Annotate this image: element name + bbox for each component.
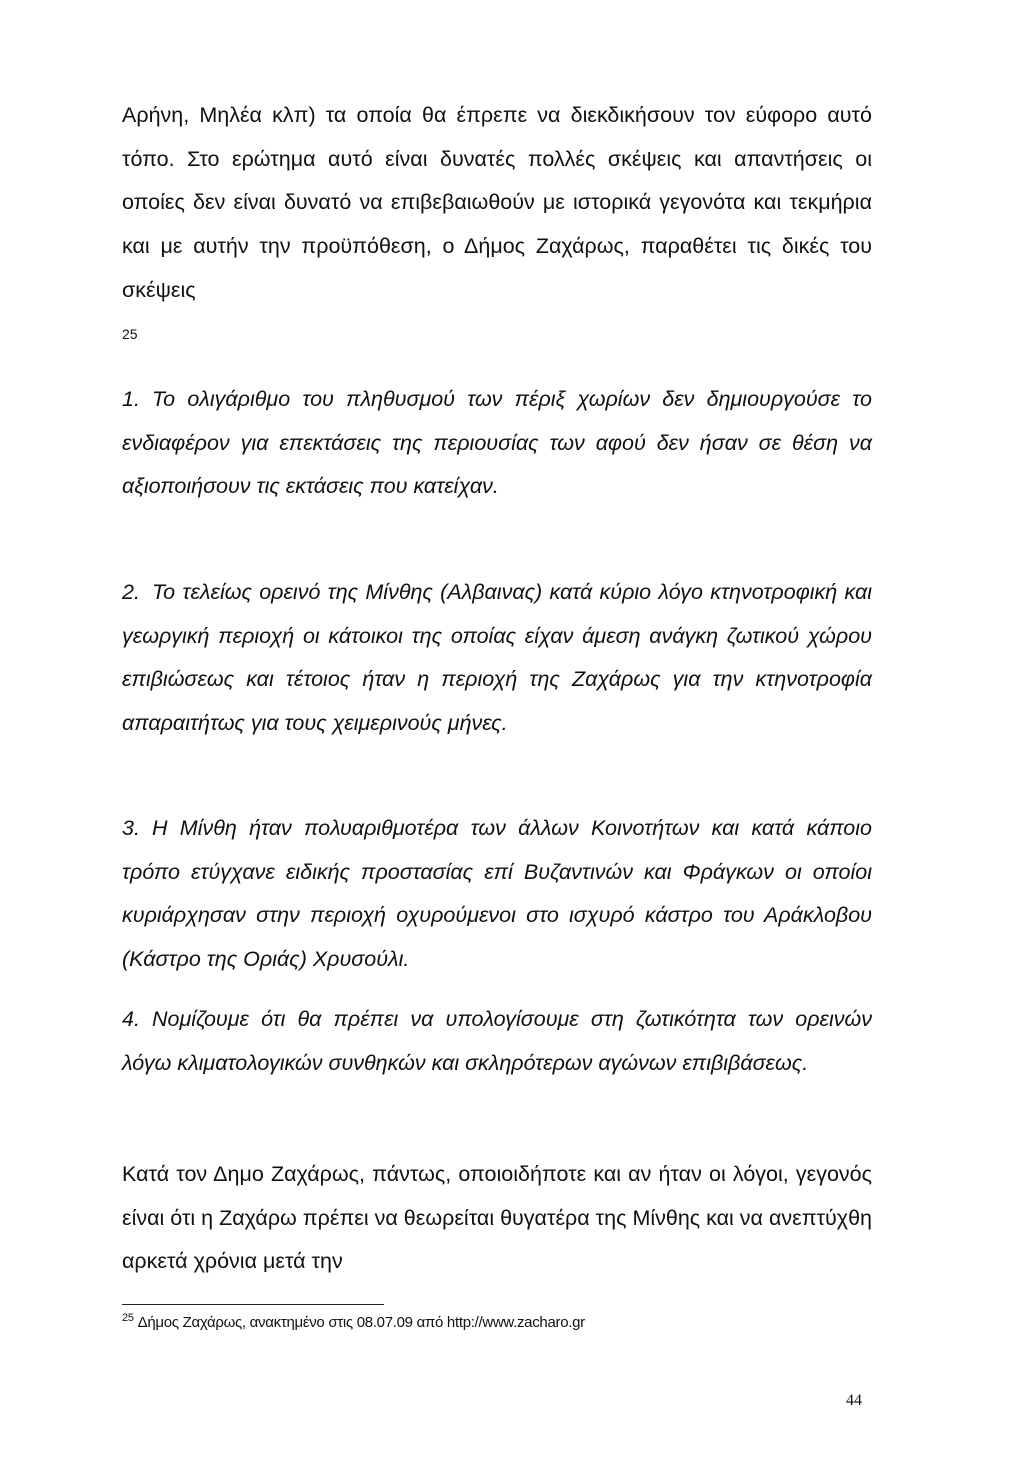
list-item-3	[122, 807, 872, 982]
list-item-number: 3.	[122, 816, 140, 840]
footnote-number: 25	[122, 1312, 134, 1324]
list-item-number: 1.	[122, 387, 140, 411]
footnote-text: Δήμος Ζαχάρως, ανακτημένο στις 08.07.09 από http://www.zacharo.gr	[137, 1314, 585, 1331]
footnote	[122, 1312, 585, 1331]
footnote-divider	[122, 1304, 384, 1305]
list-item-text: Το τελείως ορεινό της Μίνθης (Αλβαινας) κατά κύριο λόγο κτηνοτροφική και γεωργική περιοχή οι κάτοικοι της οποίας είχαν άμεση ανάγκη ζωτικού χώρου επιβιώσεως και τέτοιος ήταν η περιοχή της Ζαχάρως για την κτηνοτροφία απαραιτήτως για τους χειμερινούς μήνες.	[122, 580, 872, 736]
intro-paragraph: Αρήνη, Μηλέα κλπ) τα οποία θα έπρεπε να διεκδικήσουν τον εύφορο αυτό τόπο. Στο ερώτημα αυτό είναι δυνατές πολλές σκέψεις και απαντήσεις οι οποίες δεν είναι δυνατό να επιβεβαιωθούν με ιστορικά γεγονότα και τεκμήρια και με αυτήν την προϋπόθεση, ο Δήμος Ζαχάρως, παραθέτει τις δικές του σκέψεις	[122, 103, 872, 302]
page-number: 44	[846, 1392, 862, 1409]
list-item-1	[122, 378, 872, 509]
list-item-text: Νομίζουμε ότι θα πρέπει να υπολογίσουμε στη ζωτικότητα των ορεινών λόγω κλιματολογικών συνθηκών και σκληρότερων αγώνων επιβιβάσεως.	[122, 1007, 872, 1075]
footnote-reference: 25	[122, 326, 138, 342]
closing-paragraph: Κατά τον Δημο Ζαχάρως, πάντως, οποιοιδήποτε και αν ήταν οι λόγοι, γεγονός είναι ότι η Ζαχάρω πρέπει να θεωρείται θυγατέρα της Μίνθης και να ανεπτύχθη αρκετά χρόνια μετά την	[122, 1162, 873, 1274]
list-item-number: 2.	[122, 580, 140, 604]
list-item-text: Το ολιγάριθμο του πληθυσμού των πέριξ χωρίων δεν δημιουργούσε το ενδιαφέρον για επεκτάσεις της περιουσίας των αφού δεν ήσαν σε θέση να αξιοποιήσουν τις εκτάσεις που κατείχαν.	[122, 387, 872, 499]
list-item-4	[122, 998, 872, 1085]
list-item-number: 4.	[122, 1007, 140, 1031]
list-item-text: Η Μίνθη ήταν πολυαριθμοτέρα των άλλων Κοινοτήτων και κατά κάποιο τρόπο ετύγχανε ειδικής προστασίας επί Βυζαντινών και Φράγκων οι οποίοι κυριάρχησαν στην περιοχή οχυρούμενοι στο ισχυρό κάστρο του Αράκλοβου (Κάστρο της Οριάς) Χρυσούλι.	[122, 816, 872, 972]
list-item-2	[122, 571, 872, 746]
